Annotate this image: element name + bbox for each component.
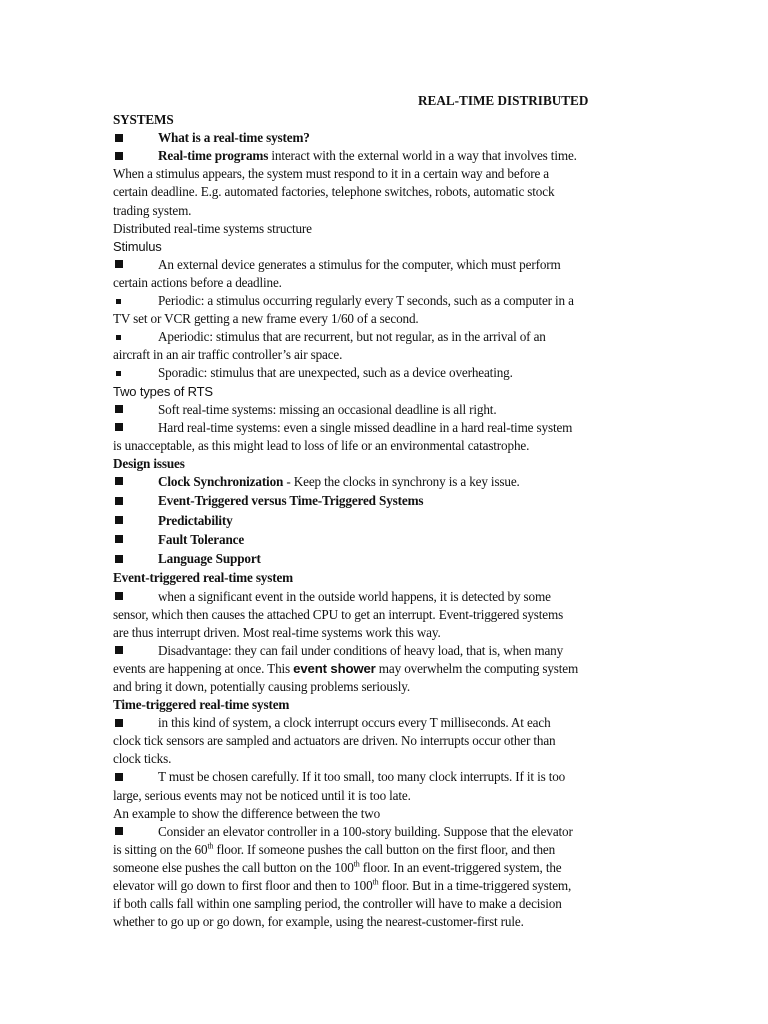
paragraph-line: elevator will go down to first floor and then to 100th floor. But in a time-triggered system, — [113, 877, 572, 894]
paragraph-line: large, serious events may not be noticed until it is too late. — [113, 787, 411, 803]
heading-design-issues: Design issues — [113, 455, 185, 471]
paragraph-line: trading system. — [113, 202, 192, 218]
paragraph-line: certain deadline. E.g. automated factories, telephone switches, robots, automatic stock — [113, 184, 555, 200]
heading-event-triggered: Event-triggered real-time system — [113, 570, 294, 586]
bullet-real-time-programs: Real-time programs interact with the external world in a way that involves time. — [113, 147, 653, 165]
page-title: REAL-TIME DISTRIBUTED — [418, 93, 589, 108]
heading-structure: Distributed real-time systems structure — [113, 220, 312, 236]
bullet-square-icon — [115, 827, 123, 835]
paragraph-line: sensor, which then causes the attached CPU to get an interrupt. Event-triggered systems — [113, 606, 564, 622]
title-row — [113, 93, 653, 111]
bullet-design-item: Predictability — [113, 512, 653, 531]
paragraph-line: events are happening at once. This event shower may overwhelm the computing system — [113, 660, 579, 676]
bullet-hard: Hard real-time systems: even a single missed deadline in a hard real-time system — [113, 419, 653, 437]
bullet-external-device: An external device generates a stimulus for the computer, which must perform — [113, 256, 653, 274]
bullet-square-icon — [115, 134, 123, 142]
paragraph-line: someone else pushes the call button on the 100th floor. In an event-triggered system, the — [113, 859, 562, 875]
bullet-square-icon — [115, 477, 123, 485]
bullet-design-item: Fault Tolerance — [113, 531, 653, 550]
bullet-what-is: What is a real-time system? — [113, 129, 653, 147]
paragraph-line: clock ticks. — [113, 751, 172, 767]
bullet-square-icon — [115, 555, 123, 563]
bullet-square-icon — [115, 516, 123, 524]
bullet-square-icon — [115, 646, 123, 654]
paragraph-line: certain actions before a deadline. — [113, 274, 282, 290]
bullet-small-square-icon — [116, 299, 121, 304]
bullet-soft: Soft real-time systems: missing an occasional deadline is all right. — [113, 401, 653, 419]
bullet-t-must: T must be chosen carefully. If it too small, too many clock interrupts. If it is too — [113, 768, 653, 786]
page-title-continued: SYSTEMS — [113, 112, 174, 128]
bullet-square-icon — [115, 423, 123, 431]
bullet-time-1: in this kind of system, a clock interrupt occurs every T milliseconds. At each — [113, 714, 653, 732]
bullet-square-icon — [115, 152, 123, 160]
heading-two-types: Two types of RTS — [113, 383, 213, 399]
bullet-design-item: Language Support — [113, 550, 653, 569]
bullet-elevator-example: Consider an elevator controller in a 100-story building. Suppose that the elevator — [113, 823, 653, 841]
bullet-aperiodic: Aperiodic: stimulus that are recurrent, but not regular, as in the arrival of an — [113, 328, 653, 346]
paragraph-line: clock tick sensors are sampled and actuators are driven. No interrupts occur other than — [113, 733, 556, 749]
document-page — [113, 93, 653, 931]
paragraph-line: are thus interrupt driven. Most real-time systems work this way. — [113, 624, 441, 640]
bullet-disadvantage: Disadvantage: they can fail under conditions of heavy load, that is, when many — [113, 642, 653, 660]
bullet-square-icon — [115, 260, 123, 268]
bullet-square-icon — [115, 405, 123, 413]
bullet-clock-sync: Clock Synchronization - Keep the clocks in synchrony is a key issue. — [113, 473, 653, 492]
bullet-event-1: when a significant event in the outside world happens, it is detected by some — [113, 588, 653, 606]
bullet-square-icon — [115, 592, 123, 600]
heading-stimulus: Stimulus — [113, 238, 162, 254]
bullet-sporadic: Sporadic: stimulus that are unexpected, such as a device overheating. — [113, 364, 653, 382]
paragraph-line: is unacceptable, as this might lead to loss of life or an environmental catastrophe. — [113, 437, 530, 453]
paragraph-line: TV set or VCR getting a new frame every 1/60 of a second. — [113, 311, 419, 327]
bullet-periodic: Periodic: a stimulus occurring regularly every T seconds, such as a computer in a — [113, 292, 653, 310]
bullet-square-icon — [115, 497, 123, 505]
heading-example: An example to show the difference between the two — [113, 805, 381, 821]
paragraph-line: whether to go up or go down, for example, using the nearest-customer-first rule. — [113, 914, 524, 930]
paragraph-line: if both calls fall within one sampling period, the controller will have to make a decision — [113, 896, 562, 912]
bullet-square-icon — [115, 719, 123, 727]
bullet-small-square-icon — [116, 371, 121, 376]
bullet-square-icon — [115, 773, 123, 781]
bullet-small-square-icon — [116, 335, 121, 340]
paragraph-line: aircraft in an air traffic controller’s air space. — [113, 347, 343, 363]
paragraph-line: and bring it down, potentially causing problems seriously. — [113, 679, 411, 695]
paragraph-line: is sitting on the 60th floor. If someone pushes the call button on the first floor, and then — [113, 841, 556, 857]
heading-time-triggered: Time-triggered real-time system — [113, 697, 290, 713]
paragraph-line: When a stimulus appears, the system must respond to it in a certain way and before a — [113, 166, 550, 182]
bullet-square-icon — [115, 535, 123, 543]
bullet-design-item: Event-Triggered versus Time-Triggered Systems — [113, 492, 653, 511]
